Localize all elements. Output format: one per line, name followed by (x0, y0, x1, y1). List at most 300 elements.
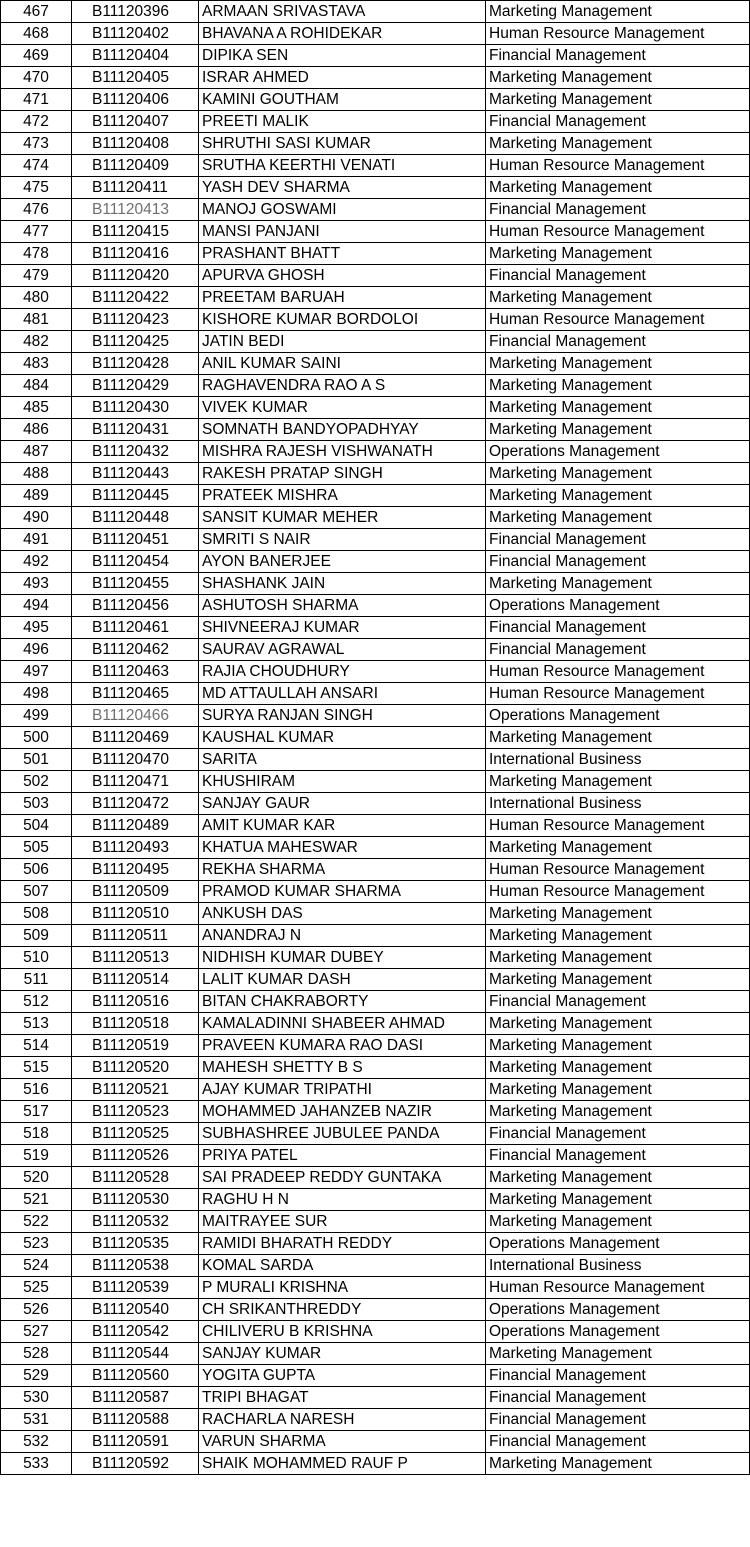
specialization-cell: Financial Management (486, 1145, 750, 1167)
table-row (1, 1299, 750, 1321)
student-name-cell: SHRUTHI SASI KUMAR (199, 133, 486, 155)
roll-number-cell: B11120469 (72, 727, 199, 749)
table-body (1, 1, 750, 1475)
table-row (1, 683, 750, 705)
roll-number-cell: B11120445 (72, 485, 199, 507)
student-name-cell: SAI PRADEEP REDDY GUNTAKA (199, 1167, 486, 1189)
table-row (1, 573, 750, 595)
serial-number-cell: 473 (1, 133, 72, 155)
student-name-cell: PRATEEK MISHRA (199, 485, 486, 507)
roll-number-cell: B11120511 (72, 925, 199, 947)
table-row (1, 925, 750, 947)
serial-number-cell: 502 (1, 771, 72, 793)
serial-number-cell: 500 (1, 727, 72, 749)
student-name-cell: TRIPI BHAGAT (199, 1387, 486, 1409)
specialization-cell: Financial Management (486, 45, 750, 67)
roll-number-cell: B11120495 (72, 859, 199, 881)
student-name-cell: CHILIVERU B KRISHNA (199, 1321, 486, 1343)
roll-number-cell: B11120431 (72, 419, 199, 441)
student-name-cell: AJAY KUMAR TRIPATHI (199, 1079, 486, 1101)
serial-number-cell: 483 (1, 353, 72, 375)
serial-number-cell: 526 (1, 1299, 72, 1321)
table-row (1, 1079, 750, 1101)
specialization-cell: Financial Management (486, 111, 750, 133)
serial-number-cell: 519 (1, 1145, 72, 1167)
specialization-cell: Marketing Management (486, 727, 750, 749)
serial-number-cell: 510 (1, 947, 72, 969)
table-row (1, 199, 750, 221)
serial-number-cell: 531 (1, 1409, 72, 1431)
specialization-cell: Marketing Management (486, 243, 750, 265)
serial-number-cell: 530 (1, 1387, 72, 1409)
student-name-cell: KOMAL SARDA (199, 1255, 486, 1277)
student-name-cell: RAMIDI BHARATH REDDY (199, 1233, 486, 1255)
table-row (1, 375, 750, 397)
table-row (1, 111, 750, 133)
serial-number-cell: 470 (1, 67, 72, 89)
roll-number-cell: B11120461 (72, 617, 199, 639)
table-row (1, 551, 750, 573)
specialization-cell: Marketing Management (486, 463, 750, 485)
serial-number-cell: 491 (1, 529, 72, 551)
table-row (1, 1167, 750, 1189)
roll-number-cell: B11120591 (72, 1431, 199, 1453)
serial-number-cell: 508 (1, 903, 72, 925)
serial-number-cell: 495 (1, 617, 72, 639)
specialization-cell: Human Resource Management (486, 815, 750, 837)
serial-number-cell: 487 (1, 441, 72, 463)
roll-number-cell: B11120454 (72, 551, 199, 573)
table-row (1, 1277, 750, 1299)
student-name-cell: P MURALI KRISHNA (199, 1277, 486, 1299)
roll-number-cell: B11120513 (72, 947, 199, 969)
serial-number-cell: 518 (1, 1123, 72, 1145)
serial-number-cell: 477 (1, 221, 72, 243)
roll-number-cell: B11120525 (72, 1123, 199, 1145)
student-name-cell: KAMINI GOUTHAM (199, 89, 486, 111)
specialization-cell: Financial Management (486, 1409, 750, 1431)
student-name-cell: RAJIA CHOUDHURY (199, 661, 486, 683)
student-name-cell: BHAVANA A ROHIDEKAR (199, 23, 486, 45)
student-name-cell: SRUTHA KEERTHI VENATI (199, 155, 486, 177)
roll-number-cell: B11120409 (72, 155, 199, 177)
roll-number-cell: B11120521 (72, 1079, 199, 1101)
serial-number-cell: 481 (1, 309, 72, 331)
specialization-cell: Marketing Management (486, 837, 750, 859)
student-name-cell: ANKUSH DAS (199, 903, 486, 925)
table-row (1, 419, 750, 441)
table-row (1, 969, 750, 991)
specialization-cell: Marketing Management (486, 573, 750, 595)
table-row (1, 705, 750, 727)
roll-number-cell: B11120416 (72, 243, 199, 265)
table-row (1, 331, 750, 353)
student-name-cell: SAURAV AGRAWAL (199, 639, 486, 661)
specialization-cell: Human Resource Management (486, 1277, 750, 1299)
specialization-cell: Marketing Management (486, 177, 750, 199)
roll-number-cell: B11120463 (72, 661, 199, 683)
specialization-cell: Marketing Management (486, 1453, 750, 1475)
specialization-cell: Operations Management (486, 1321, 750, 1343)
student-name-cell: SMRITI S NAIR (199, 529, 486, 551)
specialization-cell: Marketing Management (486, 947, 750, 969)
roll-number-cell: B11120396 (72, 1, 199, 23)
specialization-cell: Marketing Management (486, 1079, 750, 1101)
specialization-cell: Marketing Management (486, 507, 750, 529)
specialization-cell: Financial Management (486, 617, 750, 639)
specialization-cell: Operations Management (486, 705, 750, 727)
specialization-cell: Marketing Management (486, 397, 750, 419)
specialization-cell: Operations Management (486, 441, 750, 463)
serial-number-cell: 522 (1, 1211, 72, 1233)
table-row (1, 1123, 750, 1145)
table-row (1, 881, 750, 903)
specialization-cell: Marketing Management (486, 969, 750, 991)
student-name-cell: SANJAY GAUR (199, 793, 486, 815)
table-row (1, 507, 750, 529)
student-name-cell: YASH DEV SHARMA (199, 177, 486, 199)
specialization-cell: Marketing Management (486, 1343, 750, 1365)
roll-number-cell: B11120443 (72, 463, 199, 485)
student-name-cell: PRASHANT BHATT (199, 243, 486, 265)
table-row (1, 1211, 750, 1233)
table-row (1, 397, 750, 419)
serial-number-cell: 476 (1, 199, 72, 221)
student-name-cell: MAITRAYEE SUR (199, 1211, 486, 1233)
table-row (1, 815, 750, 837)
table-row (1, 903, 750, 925)
student-name-cell: MAHESH SHETTY B S (199, 1057, 486, 1079)
specialization-cell: Marketing Management (486, 1013, 750, 1035)
table-row (1, 1453, 750, 1475)
roll-number-cell: B11120592 (72, 1453, 199, 1475)
roll-number-cell: B11120456 (72, 595, 199, 617)
roll-number-cell: B11120518 (72, 1013, 199, 1035)
specialization-cell: Marketing Management (486, 1189, 750, 1211)
serial-number-cell: 514 (1, 1035, 72, 1057)
student-name-cell: MANSI PANJANI (199, 221, 486, 243)
table-row (1, 45, 750, 67)
table-row (1, 639, 750, 661)
specialization-cell: Marketing Management (486, 1167, 750, 1189)
roll-number-cell: B11120407 (72, 111, 199, 133)
table-row (1, 661, 750, 683)
roll-number-cell: B11120428 (72, 353, 199, 375)
roll-number-cell: B11120560 (72, 1365, 199, 1387)
serial-number-cell: 501 (1, 749, 72, 771)
student-name-cell: CH SRIKANTHREDDY (199, 1299, 486, 1321)
serial-number-cell: 503 (1, 793, 72, 815)
student-name-cell: SARITA (199, 749, 486, 771)
student-name-cell: RAGHAVENDRA RAO A S (199, 375, 486, 397)
serial-number-cell: 471 (1, 89, 72, 111)
serial-number-cell: 494 (1, 595, 72, 617)
specialization-cell: Human Resource Management (486, 859, 750, 881)
specialization-cell: Marketing Management (486, 925, 750, 947)
student-name-cell: AYON BANERJEE (199, 551, 486, 573)
student-name-cell: RAGHU H N (199, 1189, 486, 1211)
specialization-cell: Marketing Management (486, 1057, 750, 1079)
student-name-cell: RAKESH PRATAP SINGH (199, 463, 486, 485)
table-row (1, 1233, 750, 1255)
roll-number-cell: B11120526 (72, 1145, 199, 1167)
roll-number-cell: B11120471 (72, 771, 199, 793)
student-name-cell: BITAN CHAKRABORTY (199, 991, 486, 1013)
roll-number-cell: B11120406 (72, 89, 199, 111)
student-name-cell: KAUSHAL KUMAR (199, 727, 486, 749)
specialization-cell: Human Resource Management (486, 155, 750, 177)
serial-number-cell: 479 (1, 265, 72, 287)
serial-number-cell: 521 (1, 1189, 72, 1211)
serial-number-cell: 516 (1, 1079, 72, 1101)
roll-number-cell: B11120510 (72, 903, 199, 925)
serial-number-cell: 505 (1, 837, 72, 859)
serial-number-cell: 533 (1, 1453, 72, 1475)
student-name-cell: MISHRA RAJESH VISHWANATH (199, 441, 486, 463)
specialization-cell: Marketing Management (486, 375, 750, 397)
roll-number-cell: B11120411 (72, 177, 199, 199)
roll-number-cell: B11120523 (72, 1101, 199, 1123)
table-row (1, 243, 750, 265)
table-row (1, 1013, 750, 1035)
serial-number-cell: 498 (1, 683, 72, 705)
table-row (1, 463, 750, 485)
student-name-cell: MD ATTAULLAH ANSARI (199, 683, 486, 705)
roll-number-cell: B11120539 (72, 1277, 199, 1299)
roll-number-cell: B11120535 (72, 1233, 199, 1255)
roll-number-cell: B11120493 (72, 837, 199, 859)
student-name-cell: JATIN BEDI (199, 331, 486, 353)
specialization-cell: International Business (486, 749, 750, 771)
roll-number-cell: B11120430 (72, 397, 199, 419)
serial-number-cell: 512 (1, 991, 72, 1013)
roll-number-cell: B11120462 (72, 639, 199, 661)
roll-number-cell: B11120448 (72, 507, 199, 529)
serial-number-cell: 469 (1, 45, 72, 67)
table-row (1, 1365, 750, 1387)
table-row (1, 287, 750, 309)
table-row (1, 1431, 750, 1453)
student-name-cell: SANSIT KUMAR MEHER (199, 507, 486, 529)
specialization-cell: Financial Management (486, 529, 750, 551)
student-name-cell: KHUSHIRAM (199, 771, 486, 793)
table-row (1, 1035, 750, 1057)
table-row (1, 837, 750, 859)
serial-number-cell: 520 (1, 1167, 72, 1189)
table-row (1, 1321, 750, 1343)
student-name-cell: DIPIKA SEN (199, 45, 486, 67)
specialization-cell: Marketing Management (486, 485, 750, 507)
roll-number-cell: B11120520 (72, 1057, 199, 1079)
roll-number-cell: B11120472 (72, 793, 199, 815)
specialization-cell: Marketing Management (486, 1, 750, 23)
table-row (1, 133, 750, 155)
serial-number-cell: 496 (1, 639, 72, 661)
table-row (1, 1409, 750, 1431)
table-row (1, 89, 750, 111)
roll-number-cell: B11120432 (72, 441, 199, 463)
serial-number-cell: 517 (1, 1101, 72, 1123)
roll-number-cell: B11120588 (72, 1409, 199, 1431)
serial-number-cell: 513 (1, 1013, 72, 1035)
table-row (1, 529, 750, 551)
specialization-cell: Financial Management (486, 1387, 750, 1409)
table-row (1, 1189, 750, 1211)
student-name-cell: YOGITA GUPTA (199, 1365, 486, 1387)
table-row (1, 265, 750, 287)
specialization-cell: Financial Management (486, 1365, 750, 1387)
roll-number-cell: B11120455 (72, 573, 199, 595)
specialization-cell: Human Resource Management (486, 221, 750, 243)
specialization-cell: Marketing Management (486, 67, 750, 89)
specialization-cell: Human Resource Management (486, 23, 750, 45)
student-name-cell: SHASHANK JAIN (199, 573, 486, 595)
specialization-cell: Operations Management (486, 1299, 750, 1321)
table-row (1, 155, 750, 177)
student-name-cell: SANJAY KUMAR (199, 1343, 486, 1365)
table-row (1, 1, 750, 23)
serial-number-cell: 511 (1, 969, 72, 991)
serial-number-cell: 472 (1, 111, 72, 133)
roll-number-cell: B11120425 (72, 331, 199, 353)
table-row (1, 749, 750, 771)
table-row (1, 947, 750, 969)
table-row (1, 67, 750, 89)
serial-number-cell: 489 (1, 485, 72, 507)
serial-number-cell: 490 (1, 507, 72, 529)
table-row (1, 1343, 750, 1365)
serial-number-cell: 493 (1, 573, 72, 595)
roll-number-cell: B11120514 (72, 969, 199, 991)
student-name-cell: PRIYA PATEL (199, 1145, 486, 1167)
serial-number-cell: 515 (1, 1057, 72, 1079)
specialization-cell: International Business (486, 793, 750, 815)
roll-number-cell: B11120519 (72, 1035, 199, 1057)
specialization-cell: Marketing Management (486, 1101, 750, 1123)
roll-number-cell: B11120420 (72, 265, 199, 287)
roll-number-cell: B11120451 (72, 529, 199, 551)
serial-number-cell: 475 (1, 177, 72, 199)
roll-number-cell: B11120542 (72, 1321, 199, 1343)
serial-number-cell: 474 (1, 155, 72, 177)
student-name-cell: MOHAMMED JAHANZEB NAZIR (199, 1101, 486, 1123)
student-name-cell: PRAVEEN KUMARA RAO DASI (199, 1035, 486, 1057)
student-name-cell: ANIL KUMAR SAINI (199, 353, 486, 375)
student-name-cell: KISHORE KUMAR BORDOLOI (199, 309, 486, 331)
student-name-cell: KHATUA MAHESWAR (199, 837, 486, 859)
specialization-cell: Human Resource Management (486, 683, 750, 705)
specialization-cell: Operations Management (486, 595, 750, 617)
serial-number-cell: 524 (1, 1255, 72, 1277)
specialization-cell: Marketing Management (486, 89, 750, 111)
student-name-cell: KAMALADINNI SHABEER AHMAD (199, 1013, 486, 1035)
specialization-cell: Financial Management (486, 199, 750, 221)
serial-number-cell: 532 (1, 1431, 72, 1453)
table-row (1, 485, 750, 507)
student-name-cell: PREETI MALIK (199, 111, 486, 133)
roll-number-cell: B11120509 (72, 881, 199, 903)
specialization-cell: Marketing Management (486, 1035, 750, 1057)
student-name-cell: MANOJ GOSWAMI (199, 199, 486, 221)
table-row (1, 221, 750, 243)
table-row (1, 1145, 750, 1167)
student-name-cell: APURVA GHOSH (199, 265, 486, 287)
serial-number-cell: 467 (1, 1, 72, 23)
roll-number-cell: B11120408 (72, 133, 199, 155)
student-name-cell: ASHUTOSH SHARMA (199, 595, 486, 617)
serial-number-cell: 504 (1, 815, 72, 837)
roll-number-cell: B11120544 (72, 1343, 199, 1365)
specialization-cell: Marketing Management (486, 419, 750, 441)
student-name-cell: PRAMOD KUMAR SHARMA (199, 881, 486, 903)
serial-number-cell: 468 (1, 23, 72, 45)
student-name-cell: AMIT KUMAR KAR (199, 815, 486, 837)
roll-number-cell: B11120465 (72, 683, 199, 705)
table-row (1, 441, 750, 463)
student-name-cell: SHAIK MOHAMMED RAUF P (199, 1453, 486, 1475)
table-row (1, 793, 750, 815)
specialization-cell: Marketing Management (486, 903, 750, 925)
specialization-cell: Financial Management (486, 265, 750, 287)
table-row (1, 1255, 750, 1277)
serial-number-cell: 486 (1, 419, 72, 441)
table-row (1, 353, 750, 375)
roll-number-cell: B11120413 (72, 199, 199, 221)
serial-number-cell: 497 (1, 661, 72, 683)
student-name-cell: LALIT KUMAR DASH (199, 969, 486, 991)
serial-number-cell: 480 (1, 287, 72, 309)
roll-number-cell: B11120528 (72, 1167, 199, 1189)
table-row (1, 177, 750, 199)
specialization-cell: Marketing Management (486, 287, 750, 309)
student-name-cell: ISRAR AHMED (199, 67, 486, 89)
specialization-cell: Financial Management (486, 331, 750, 353)
serial-number-cell: 499 (1, 705, 72, 727)
serial-number-cell: 509 (1, 925, 72, 947)
student-name-cell: ANANDRAJ N (199, 925, 486, 947)
table-row (1, 991, 750, 1013)
serial-number-cell: 482 (1, 331, 72, 353)
table-row (1, 23, 750, 45)
specialization-cell: Marketing Management (486, 133, 750, 155)
table-row (1, 859, 750, 881)
table-row (1, 1387, 750, 1409)
roll-number-cell: B11120405 (72, 67, 199, 89)
specialization-cell: Financial Management (486, 639, 750, 661)
specialization-cell: Financial Management (486, 1123, 750, 1145)
roll-number-cell: B11120422 (72, 287, 199, 309)
specialization-cell: Operations Management (486, 1233, 750, 1255)
table-row (1, 617, 750, 639)
serial-number-cell: 485 (1, 397, 72, 419)
table-row (1, 1101, 750, 1123)
serial-number-cell: 492 (1, 551, 72, 573)
roll-number-cell: B11120538 (72, 1255, 199, 1277)
roll-number-cell: B11120516 (72, 991, 199, 1013)
student-name-cell: SOMNATH BANDYOPADHYAY (199, 419, 486, 441)
specialization-cell: International Business (486, 1255, 750, 1277)
roll-number-cell: B11120429 (72, 375, 199, 397)
specialization-cell: Human Resource Management (486, 881, 750, 903)
table-row (1, 1057, 750, 1079)
roll-number-cell: B11120470 (72, 749, 199, 771)
specialization-cell: Financial Management (486, 1431, 750, 1453)
roll-number-cell: B11120540 (72, 1299, 199, 1321)
specialization-cell: Human Resource Management (486, 309, 750, 331)
specialization-cell: Human Resource Management (486, 661, 750, 683)
specialization-cell: Financial Management (486, 991, 750, 1013)
student-name-cell: SURYA RANJAN SINGH (199, 705, 486, 727)
